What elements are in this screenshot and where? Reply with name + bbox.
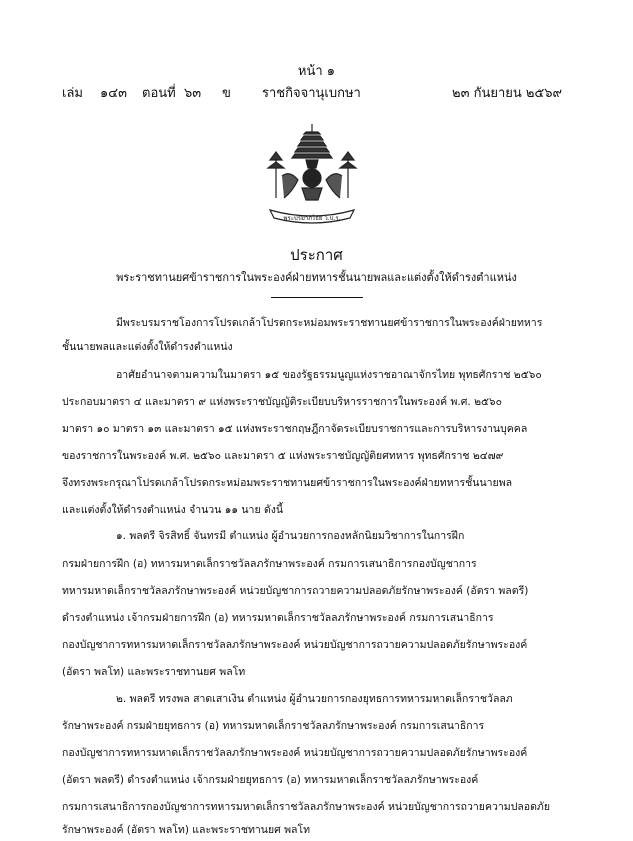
header-book-no: ๑๔๓ <box>100 86 127 101</box>
body-line: กรมฝ่ายการฝึก (อ) ทหารมหาดเล็กราชวัลลภรักษาพระองค์ กรมการเสนาธิการกองบัญชาการ <box>62 558 477 570</box>
body-line: กองบัญชาการทหารมหาดเล็กราชวัลลภรักษาพระองค์ หน่วยบัญชาการถวายความปลอดภัยรักษาพระองค์ <box>62 639 528 651</box>
body-line: และแต่งตั้งให้ดำรงตำแหน่ง จำนวน ๑๑ นาย ดังนี้ <box>62 504 284 516</box>
body-line: กรมการเสนาธิการกองบัญชาการทหารมหาดเล็กราชวัลลภรักษาพระองค์ หน่วยบัญชาการถวายความปลอดภัย <box>62 801 550 813</box>
header-section-no: ๖๓ <box>184 86 202 101</box>
body-line: (อัตรา พลตรี) ดำรงตำแหน่ง เจ้ากรมฝ่ายยุทธการ (อ) ทหารมหาดเล็กราชวัลลภรักษาพระองค์ <box>62 774 479 786</box>
header-kor: ข <box>222 86 231 101</box>
announcement-title: ประกาศ <box>290 246 343 264</box>
emblem-ribbon-text: พระปรมาภิไธย ว.ป.ร. <box>283 215 341 222</box>
body-line: ดำรงตำแหน่ง เจ้ากรมฝ่ายการฝึก (อ) ทหารมหาดเล็กราชวัลลภรักษาพระองค์ กรมการเสนาธิการ <box>62 612 494 624</box>
body-line: ทหารมหาดเล็กราชวัลลภรักษาพระองค์ หน่วยบัญชาการถวายความปลอดภัยรักษาพระองค์ (อัตรา พลตรี) <box>62 585 529 597</box>
header-date: ๒๓ กันยายน ๒๕๖๙ <box>452 86 563 101</box>
body-line: ๑. พลตรี จิรสิทธิ์ จันทรมี ตำแหน่ง ผู้อำนวยการกองหลักนิยมวิชาการในการฝึก <box>116 530 465 542</box>
header-gazette: ราชกิจจานุเบกษา <box>262 86 361 101</box>
announcement-subtitle: พระราชทานยศข้าราชการในพระองค์ฝ่ายทหารชั้นนายพลและแต่งตั้งให้ดำรงตำแหน่ง <box>116 271 517 284</box>
page-number: หน้า ๑ <box>297 64 336 79</box>
title-divider <box>271 297 363 298</box>
body-line: ๒. พลตรี ทรงพล สาดเสาเงิน ตำแหน่ง ผู้อำนวยการกองยุทธการทหารมหาดเล็กราชวัลลภ <box>116 693 513 705</box>
body-line: (อัตรา พลโท) และพระราชทานยศ พลโท <box>62 666 246 678</box>
body-line: ชั้นนายพลและแต่งตั้งให้ดำรงตำแหน่ง <box>62 341 233 353</box>
body-line: รักษาพระองค์ (อัตรา พลโท) และพระราชทานยศ พลโท <box>62 824 311 836</box>
body-line: จึงทรงพระกรุณาโปรดเกล้าโปรดกระหม่อมพระราชทานยศข้าราชการในพระองค์ฝ่ายทหารชั้นนายพล <box>62 477 513 489</box>
body-line: ของราชการในพระองค์ พ.ศ. ๒๕๖๐ และมาตรา ๕ แห่งพระราชบัญญัติยศทหาร พุทธศักราช ๒๔๗๙ <box>62 450 504 462</box>
header-book: เล่ม <box>62 86 83 101</box>
body-line: มาตรา ๑๐ มาตรา ๑๓ และมาตรา ๑๕ แห่งพระราชกฤษฎีกาจัดระเบียบราชการและการบริหารงานบุคคล <box>62 423 528 435</box>
body-line: กองบัญชาการทหารมหาดเล็กราชวัลลภรักษาพระองค์ หน่วยบัญชาการถวายความปลอดภัยรักษาพระองค์ <box>62 747 528 759</box>
header-section: ตอนที่ <box>142 86 176 101</box>
body-line: ประกอบมาตรา ๔ และมาตรา ๙ แห่งพระราชบัญญัติระเบียบบริหารราชการในพระองค์ พ.ศ. ๒๕๖๐ <box>62 396 503 408</box>
body-line: รักษาพระองค์ กรมฝ่ายยุทธการ (อ) ทหารมหาดเล็กราชวัลลภรักษาพระองค์ กรมการเสนาธิการ <box>62 720 485 732</box>
body-line: อาศัยอำนาจตามความในมาตรา ๑๕ ของรัฐธรรมนูญแห่งราชอาณาจักรไทย พุทธศักราช ๒๕๖๐ <box>116 369 542 381</box>
body-line: มีพระบรมราชโองการโปรดเกล้าโปรดกระหม่อมพระราชทานยศข้าราชการในพระองค์ฝ่ายทหาร <box>116 317 543 329</box>
